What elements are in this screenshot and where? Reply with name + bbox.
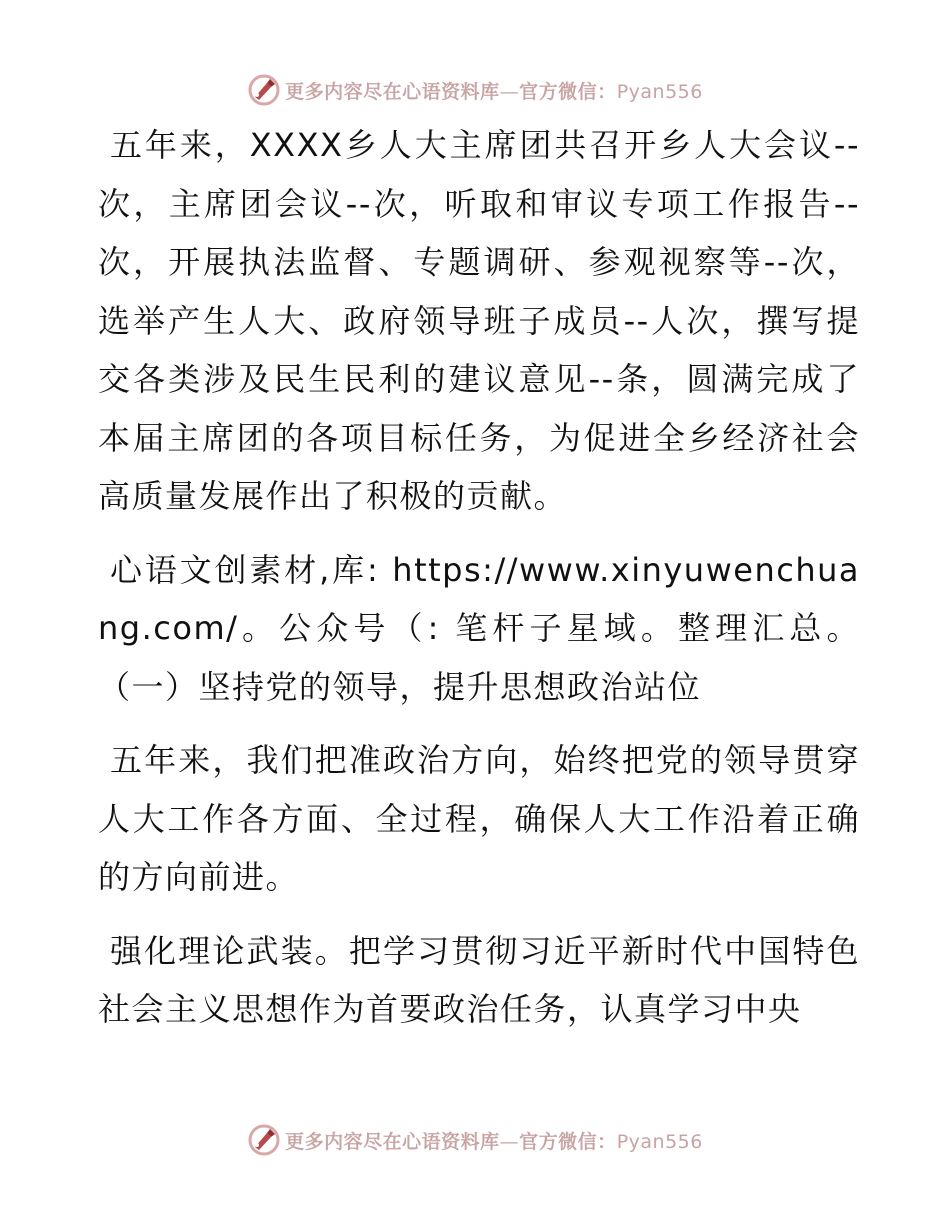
watermark-wechat-label: 官方微信： xyxy=(519,80,617,103)
watermark-dash: — xyxy=(499,80,520,103)
paragraph-political-direction: 五年来，我们把准政治方向，始终把党的领导贯穿人大工作各方面、全过程，确保人大工作沿着正确的方向前进。 xyxy=(98,741,860,896)
document-body xyxy=(98,116,860,1039)
watermark-text xyxy=(285,77,703,104)
watermark-wechat-id: Pyan556 xyxy=(616,80,703,103)
paragraph-source-and-heading: 心语文创素材,库: https://www.xinyuwenchuang.com/。公众号（: 笔杆子星域。整理汇总。（一）坚持党的领导，提升思想政治站位 xyxy=(98,550,860,706)
watermark-wechat-id: Pyan556 xyxy=(616,1130,703,1153)
pen-logo-icon xyxy=(247,1123,281,1157)
paragraph-theory-study: 强化理论武装。把学习贯彻习近平新时代中国特色社会主义思想作为首要政治任务，认真学习中央 xyxy=(98,931,860,1028)
footer-watermark xyxy=(0,1120,950,1160)
paragraph-summary: 五年来，XXXX乡人大主席团共召开乡人大会议--次，主席团会议--次，听取和审议专项工作报告--次，开展执法监督、专题调研、参观视察等--次，选举产生人大、政府领导班子成员--人次，撰写提交各类涉及民生民利的建议意见--条，圆满完成了本届主席团的各项目标任务，为促进全乡经济社会高质量发展作出了积极的贡献。 xyxy=(98,126,860,515)
pen-logo-icon xyxy=(247,73,281,107)
watermark-wechat-label: 官方微信： xyxy=(519,1130,617,1153)
watermark-dash: — xyxy=(499,1130,520,1153)
watermark-text xyxy=(285,1127,703,1154)
watermark-main: 更多内容尽在心语资料库 xyxy=(285,80,500,103)
watermark-main: 更多内容尽在心语资料库 xyxy=(285,1130,500,1153)
header-watermark xyxy=(0,70,950,110)
